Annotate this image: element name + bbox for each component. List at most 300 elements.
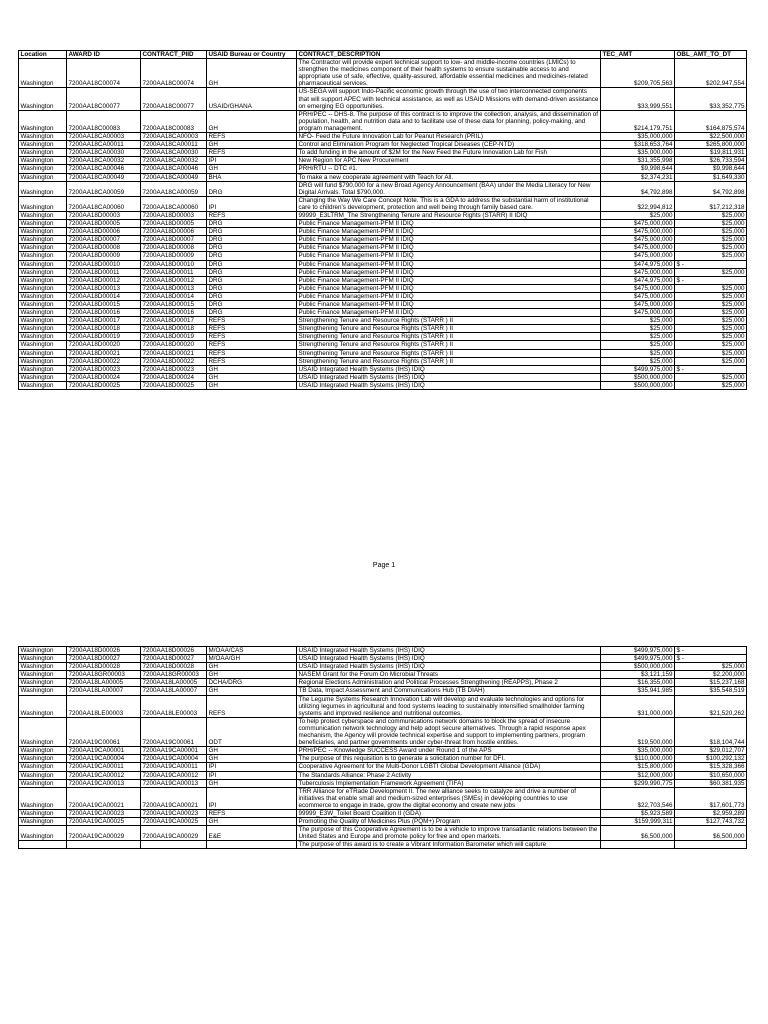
cell-description: DRG will fund $790,000 for a new Broad Agency Announcement (BAA) under the Media Literacy for New Digital Arrivals. Total $790,000. — [297, 181, 601, 196]
cell-award-id: 7200AA18D00027 — [67, 655, 141, 663]
cell-award-id: 7200AA18D00017 — [67, 317, 141, 325]
cell-contract-piid: 7200AA18D00016 — [141, 309, 207, 317]
cell-award-id: 7200AA18CA00011 — [67, 141, 141, 149]
cell-contract-piid: 7200AA19CA00012 — [141, 771, 207, 779]
cell-award-id: 7200AA18CA00060 — [67, 196, 141, 211]
cell-obl-amt: $17,601,773 — [675, 787, 747, 809]
cell-description: US-SEGA will support Indo-Pacific economic growth through the use of two interconnected components that will support APEC with technical assistance, as well as USAID Missions with demand-driven assistance on emerging EG opportunities. — [297, 88, 601, 110]
cell-award-id: 7200AA18LE00003 — [67, 695, 141, 717]
cell-location: Washington — [19, 236, 67, 244]
cell-description: Strengthening Tenure and Resource Rights (STARR ) II — [297, 341, 601, 349]
cell-bureau: GH — [207, 818, 297, 826]
cell-obl-amt: $25,000 — [675, 333, 747, 341]
table-row — [19, 309, 747, 317]
cell-tec-amt: $214,179,751 — [601, 110, 675, 132]
cell-award-id: 7200AA19CA00011 — [67, 763, 141, 771]
cell-bureau: GH — [207, 755, 297, 763]
cell-description: Public Finance Management-PFM II IDIQ — [297, 309, 601, 317]
cell-tec-amt: $15,800,000 — [601, 763, 675, 771]
cell-tec-amt: $159,999,311 — [601, 818, 675, 826]
table-row — [19, 292, 747, 300]
cell-obl-amt: $ - — [675, 365, 747, 373]
cell-award-id: 7200AA18LA00005 — [67, 679, 141, 687]
cell-tec-amt: $33,999,551 — [601, 88, 675, 110]
table-row — [19, 196, 747, 211]
cell-location: Washington — [19, 365, 67, 373]
cell-tec-amt: $16,355,000 — [601, 679, 675, 687]
cell-bureau: REFS — [207, 695, 297, 717]
cell-location: Washington — [19, 671, 67, 679]
cell-description: TRR Alliance for eTRade Development II. The new alliance seeks to catalyze and drive a number of initiatives that enable small and medium-sized enterprises (SMEs) in developing countries to use ecommerce to engage in trade, grow the digital economy and create new jobs — [297, 787, 601, 809]
cell-award-id: 7200AA19CA00021 — [67, 787, 141, 809]
cell-tec-amt: $12,000,000 — [601, 771, 675, 779]
cell-award-id: 7200AA18C00074 — [67, 59, 141, 88]
cell-obl-amt: $25,000 — [675, 381, 747, 389]
cell-location: Washington — [19, 301, 67, 309]
cell-bureau: GH — [207, 381, 297, 389]
cell-location: Washington — [19, 181, 67, 196]
empty-cell — [207, 841, 297, 849]
cell-location: Washington — [19, 110, 67, 132]
cell-contract-piid: 7200AA18D00026 — [141, 647, 207, 655]
cell-obl-amt: $25,000 — [675, 220, 747, 228]
cell-award-id: 7200AA18D00020 — [67, 341, 141, 349]
cell-award-id: 7200AA19CA00029 — [67, 826, 141, 841]
cell-description: The Contractor will provide expert technical support to low- and middle-income countries (LMICs) to strengthen the medicines component of their health systems to ensure sustainable access to and appropriate use of safe, effective, quality-assured, affordable essential medicines and medicines-related pharmaceutical services. — [297, 59, 601, 88]
cell-bureau: E&E — [207, 826, 297, 841]
cell-contract-piid: 7200AA18D00007 — [141, 236, 207, 244]
cell-obl-amt: $25,000 — [675, 236, 747, 244]
cell-contract-piid: 7200AA18GR00003 — [141, 671, 207, 679]
cell-contract-piid: 7200AA18LA00007 — [141, 687, 207, 695]
cell-tec-amt: $31,355,998 — [601, 157, 675, 165]
table-row — [19, 747, 747, 755]
cell-tec-amt: $4,792,898 — [601, 181, 675, 196]
cell-contract-piid: 7200AA18D00012 — [141, 276, 207, 284]
table-row — [19, 88, 747, 110]
cell-bureau: REFS — [207, 325, 297, 333]
cell-obl-amt: $1,649,330 — [675, 173, 747, 181]
cell-award-id: 7200AA19CA00013 — [67, 779, 141, 787]
table-row — [19, 333, 747, 341]
cell-award-id: 7200AA18D00028 — [67, 663, 141, 671]
cell-location: Washington — [19, 381, 67, 389]
cell-location: Washington — [19, 763, 67, 771]
cell-tec-amt: $25,000 — [601, 333, 675, 341]
empty-cell — [67, 841, 141, 849]
contracts-table-page-2 — [18, 646, 747, 849]
cell-obl-amt: $19,811,931 — [675, 149, 747, 157]
page-number-label: Page 1 — [372, 562, 396, 569]
cell-tec-amt: $318,653,764 — [601, 141, 675, 149]
cell-tec-amt: $474,975,000 — [601, 260, 675, 268]
cell-location: Washington — [19, 284, 67, 292]
cell-contract-piid: 7200AA18D00003 — [141, 211, 207, 219]
cell-location: Washington — [19, 260, 67, 268]
cell-bureau: DRG — [207, 292, 297, 300]
cell-tec-amt: $5,923,589 — [601, 809, 675, 817]
cell-bureau: ODT — [207, 717, 297, 746]
cell-location: Washington — [19, 809, 67, 817]
cell-location: Washington — [19, 687, 67, 695]
cell-award-id: 7200AA18CA00003 — [67, 133, 141, 141]
cell-description: PRH/RTU -- DTC #1. — [297, 165, 601, 173]
cell-description: Strengthening Tenure and Resource Rights (STARR ) II — [297, 333, 601, 341]
cell-obl-amt: $6,500,000 — [675, 826, 747, 841]
cell-bureau: GH — [207, 141, 297, 149]
table-row — [19, 779, 747, 787]
table-row — [19, 717, 747, 746]
cell-award-id: 7200AA19CA00023 — [67, 809, 141, 817]
cell-tec-amt: $22,703,546 — [601, 787, 675, 809]
table-row — [19, 809, 747, 817]
cell-location: Washington — [19, 133, 67, 141]
cell-obl-amt: $21,520,262 — [675, 695, 747, 717]
cell-tec-amt: $475,000,000 — [601, 236, 675, 244]
cell-contract-piid: 7200AA18C00083 — [141, 110, 207, 132]
cell-award-id: 7200AA18D00013 — [67, 284, 141, 292]
cell-tec-amt: $3,121,159 — [601, 671, 675, 679]
cell-tec-amt: $499,975,000 — [601, 365, 675, 373]
cell-tec-amt: $110,000,000 — [601, 755, 675, 763]
cell-award-id: 7200AA18D00011 — [67, 268, 141, 276]
cell-bureau: M/OAA/GH — [207, 655, 297, 663]
cell-contract-piid: 7200AA19CA00021 — [141, 787, 207, 809]
cell-description: USAID Integrated Health Systems (IHS) IDIQ — [297, 373, 601, 381]
cell-description: To make a new cooperate agreement with Teach for All. — [297, 173, 601, 181]
cell-obl-amt: $4,792,898 — [675, 181, 747, 196]
cell-location: Washington — [19, 755, 67, 763]
cell-tec-amt: $475,000,000 — [601, 292, 675, 300]
cell-award-id: 7200AA18D00025 — [67, 381, 141, 389]
cell-bureau: BHA — [207, 173, 297, 181]
header-tec-amt: TEC_AMT — [601, 51, 675, 59]
cell-contract-piid: 7200AA18CA00060 — [141, 196, 207, 211]
cell-obl-amt: $202,947,554 — [675, 59, 747, 88]
cell-bureau: DRG — [207, 228, 297, 236]
cell-obl-amt: $ - — [675, 655, 747, 663]
cell-contract-piid: 7200AA18D00027 — [141, 655, 207, 663]
cell-bureau: REFS — [207, 349, 297, 357]
cell-contract-piid: 7200AA18D00005 — [141, 220, 207, 228]
table-row — [19, 236, 747, 244]
cell-contract-piid: 7200AA18D00015 — [141, 301, 207, 309]
cell-award-id: 7200AA18D00009 — [67, 252, 141, 260]
cell-contract-piid: 7200AA18D00014 — [141, 292, 207, 300]
table-row — [19, 301, 747, 309]
cell-bureau: GH — [207, 373, 297, 381]
cell-description: To help protect cyberspace and communications network domains to block the spread of insecure communication network technology and help adopt secure alternatives. Through a rapid response apex mechanism, the Agency will provide technical expertise and support to implementing partners, program beneficiaries, and partner governments under cyber-threat from hostile entities. — [297, 717, 601, 746]
cell-bureau: DRG — [207, 244, 297, 252]
cell-tec-amt: $25,000 — [601, 341, 675, 349]
cell-obl-amt: $15,328,366 — [675, 763, 747, 771]
table-row — [19, 165, 747, 173]
cell-location: Washington — [19, 349, 67, 357]
cell-description: Control and Elimination Program for Neglected Tropical Diseases (CEP-NTD) — [297, 141, 601, 149]
contracts-table-page-1 — [18, 50, 747, 390]
cell-contract-piid: 7200AA19CA00013 — [141, 779, 207, 787]
table-row — [19, 663, 747, 671]
cell-bureau: DRG — [207, 301, 297, 309]
cell-obl-amt: $100,292,132 — [675, 755, 747, 763]
cell-bureau: REFS — [207, 317, 297, 325]
cell-tec-amt: $19,500,000 — [601, 717, 675, 746]
cell-bureau: GH — [207, 779, 297, 787]
cell-location: Washington — [19, 747, 67, 755]
cell-location: Washington — [19, 309, 67, 317]
table-row — [19, 647, 747, 655]
cell-obl-amt: $9,998,644 — [675, 165, 747, 173]
cell-obl-amt: $18,104,744 — [675, 717, 747, 746]
cell-contract-piid: 7200AA18CA00032 — [141, 157, 207, 165]
cell-award-id: 7200AA18D00010 — [67, 260, 141, 268]
cell-bureau: REFS — [207, 149, 297, 157]
table-row-partial — [19, 841, 747, 849]
cell-contract-piid: 7200AA18D00024 — [141, 373, 207, 381]
cell-location: Washington — [19, 679, 67, 687]
cell-contract-piid: 7200AA18D00006 — [141, 228, 207, 236]
cell-bureau: DRG — [207, 276, 297, 284]
cell-contract-piid: 7200AA18D00018 — [141, 325, 207, 333]
cell-description: NASEM Grant for the Forum On Microbial Threats — [297, 671, 601, 679]
cell-location: Washington — [19, 717, 67, 746]
cell-award-id: 7200AA18CA00059 — [67, 181, 141, 196]
cell-description: Public Finance Management-PFM II IDIQ — [297, 220, 601, 228]
cell-location: Washington — [19, 228, 67, 236]
cell-location: Washington — [19, 333, 67, 341]
cell-bureau: REFS — [207, 333, 297, 341]
table-row — [19, 252, 747, 260]
table-row — [19, 149, 747, 157]
cell-contract-piid: 7200AA18D00010 — [141, 260, 207, 268]
cell-bureau: DRG — [207, 220, 297, 228]
cell-obl-amt: $25,000 — [675, 301, 747, 309]
cell-location: Washington — [19, 787, 67, 809]
cell-obl-amt: $25,000 — [675, 309, 747, 317]
cell-bureau: GH — [207, 663, 297, 671]
table-row — [19, 220, 747, 228]
cell-location: Washington — [19, 341, 67, 349]
cell-location: Washington — [19, 141, 67, 149]
cell-contract-piid: 7200AA18CA00030 — [141, 149, 207, 157]
cell-tec-amt: $35,000,000 — [601, 133, 675, 141]
cell-award-id: 7200AA19C00061 — [67, 717, 141, 746]
cell-obl-amt: $265,800,000 — [675, 141, 747, 149]
cell-bureau: IPI — [207, 196, 297, 211]
cell-tec-amt: $475,000,000 — [601, 228, 675, 236]
cell-bureau: GH — [207, 165, 297, 173]
cell-obl-amt: $25,000 — [675, 663, 747, 671]
cell-location: Washington — [19, 373, 67, 381]
cell-description: The purpose of this award is to create a Vibrant Information Barometer which will capture — [297, 841, 601, 849]
table-row — [19, 317, 747, 325]
cell-award-id: 7200AA18D00019 — [67, 333, 141, 341]
cell-award-id: 7200AA19CA00012 — [67, 771, 141, 779]
cell-award-id: 7200AA18D00016 — [67, 309, 141, 317]
cell-location: Washington — [19, 268, 67, 276]
cell-description: PRH/PEC -- DHS-8. The purpose of this contract is to improve the collection, analysis, and dissemination of population, health, and nutrition data and to facilitate use of these data for planning, policy-making, and program management. — [297, 110, 601, 132]
table-row — [19, 381, 747, 389]
cell-description: New Region for APC New Procurement — [297, 157, 601, 165]
table-row — [19, 818, 747, 826]
cell-description: Public Finance Management-PFM II IDIQ — [297, 244, 601, 252]
cell-obl-amt: $29,012,707 — [675, 747, 747, 755]
cell-obl-amt: $17,212,318 — [675, 196, 747, 211]
cell-location: Washington — [19, 325, 67, 333]
cell-description: 99999_E3LTRM_The Strengthening Tenure and Resource Rights (STARR) II IDIQ — [297, 211, 601, 219]
cell-contract-piid: 7200AA18CA00049 — [141, 173, 207, 181]
cell-location: Washington — [19, 663, 67, 671]
cell-contract-piid: 7200AA18LE00003 — [141, 695, 207, 717]
cell-location: Washington — [19, 165, 67, 173]
cell-obl-amt: $25,000 — [675, 341, 747, 349]
cell-location: Washington — [19, 220, 67, 228]
cell-description: The purpose of this Cooperative Agreement is to be a vehicle to improve transatlantic relations between the United States and Europe and promote policy for free and open markets. — [297, 826, 601, 841]
cell-bureau: REFS — [207, 357, 297, 365]
cell-bureau: M/OAA/CAS — [207, 647, 297, 655]
table-row — [19, 755, 747, 763]
table-row — [19, 826, 747, 841]
cell-description: Public Finance Management-PFM II IDIQ — [297, 228, 601, 236]
cell-obl-amt: $35,548,519 — [675, 687, 747, 695]
cell-tec-amt: $9,998,644 — [601, 165, 675, 173]
table-row — [19, 349, 747, 357]
cell-award-id: 7200AA18D00007 — [67, 236, 141, 244]
cell-obl-amt: $25,000 — [675, 292, 747, 300]
cell-contract-piid: 7200AA18D00019 — [141, 333, 207, 341]
cell-obl-amt: $25,000 — [675, 325, 747, 333]
table-row — [19, 284, 747, 292]
cell-description: USAID Integrated Health Systems (IHS) IDIQ — [297, 663, 601, 671]
cell-contract-piid: 7200AA18D00009 — [141, 252, 207, 260]
cell-description: Public Finance Management-PFM II IDIQ — [297, 276, 601, 284]
cell-bureau: GH — [207, 671, 297, 679]
header-obl-amt: OBL_AMT_TO_DT — [675, 51, 747, 59]
cell-award-id: 7200AA18C00083 — [67, 110, 141, 132]
table-row — [19, 771, 747, 779]
cell-obl-amt: $10,650,000 — [675, 771, 747, 779]
cell-contract-piid: 7200AA19CA00023 — [141, 809, 207, 817]
cell-description: Public Finance Management-PFM II IDIQ — [297, 236, 601, 244]
cell-tec-amt: $499,975,000 — [601, 647, 675, 655]
cell-award-id: 7200AA18LA00007 — [67, 687, 141, 695]
table-row — [19, 228, 747, 236]
spreadsheet-page-1 — [18, 50, 746, 390]
cell-award-id: 7200AA18D00014 — [67, 292, 141, 300]
cell-description: Public Finance Management-PFM II IDIQ — [297, 252, 601, 260]
cell-location: Washington — [19, 252, 67, 260]
cell-bureau: GH — [207, 59, 297, 88]
table-row — [19, 325, 747, 333]
cell-award-id: 7200AA18D00018 — [67, 325, 141, 333]
table-row — [19, 133, 747, 141]
table-row — [19, 276, 747, 284]
cell-description: Public Finance Management-PFM II IDIQ — [297, 260, 601, 268]
cell-description: Cooperative Agreement for the Multi-Donor LGBTI Global Development Alliance (GDA) — [297, 763, 601, 771]
cell-bureau: IPI — [207, 787, 297, 809]
cell-obl-amt: $ - — [675, 647, 747, 655]
cell-bureau: DRG — [207, 309, 297, 317]
cell-obl-amt: $ - — [675, 260, 747, 268]
header-award-id: AWARD ID — [67, 51, 141, 59]
cell-bureau: DRG — [207, 252, 297, 260]
cell-tec-amt: $2,374,231 — [601, 173, 675, 181]
cell-tec-amt: $6,500,000 — [601, 826, 675, 841]
cell-contract-piid: 7200AA19CA00029 — [141, 826, 207, 841]
table-row — [19, 244, 747, 252]
cell-award-id: 7200AA18D00021 — [67, 349, 141, 357]
header-contract-piid: CONTRACT_PIID — [141, 51, 207, 59]
table-row — [19, 373, 747, 381]
cell-obl-amt: $25,000 — [675, 211, 747, 219]
cell-contract-piid: 7200AA18CA00003 — [141, 133, 207, 141]
cell-obl-amt: $2,959,289 — [675, 809, 747, 817]
cell-contract-piid: 7200AA19CA00001 — [141, 747, 207, 755]
cell-tec-amt: $475,000,000 — [601, 268, 675, 276]
table-row — [19, 268, 747, 276]
cell-contract-piid: 7200AA18C00074 — [141, 59, 207, 88]
cell-tec-amt: $31,000,000 — [601, 695, 675, 717]
cell-award-id: 7200AA18D00024 — [67, 373, 141, 381]
cell-contract-piid: 7200AA19CA00004 — [141, 755, 207, 763]
cell-description: The purpose of this requisition is to generate a solicitation number for DFI. — [297, 755, 601, 763]
cell-bureau: IPI — [207, 157, 297, 165]
cell-bureau: REFS — [207, 809, 297, 817]
cell-description: USAID Integrated Health Systems (IHS) IDIQ — [297, 381, 601, 389]
table-row — [19, 173, 747, 181]
cell-description: PRH/PEC -- Knowledge SUCCESS Award under Round 1 of the APS — [297, 747, 601, 755]
cell-contract-piid: 7200AA18C00077 — [141, 88, 207, 110]
cell-tec-amt: $209,705,563 — [601, 59, 675, 88]
cell-tec-amt: $35,000,000 — [601, 149, 675, 157]
table-row — [19, 687, 747, 695]
empty-cell — [675, 841, 747, 849]
cell-award-id: 7200AA18CA00049 — [67, 173, 141, 181]
cell-bureau: DRG — [207, 260, 297, 268]
cell-description: Changing the Way We Care Concept Note. This is a GDA to address the substantial harm of institutional care to children's development, protection and well being through family based care. — [297, 196, 601, 211]
cell-tec-amt: $475,000,000 — [601, 244, 675, 252]
cell-description: USAID Integrated Health Systems (IHS) IDIQ — [297, 365, 601, 373]
cell-contract-piid: 7200AA18CA00059 — [141, 181, 207, 196]
cell-description: USAID Integrated Health Systems (IHS) IDIQ — [297, 647, 601, 655]
cell-description: The Legume Systems Research Innovation Lab will develop and evaluate technologies and options for utilizing legumes in agricultural and food systems leading to sustainably intensified smallholder farming systems and improved resilience and nutritional outcomes. — [297, 695, 601, 717]
cell-bureau: DRG — [207, 236, 297, 244]
cell-obl-amt: $26,733,594 — [675, 157, 747, 165]
cell-description: Regional Elections Administration and Political Processes Strengthening (REAPPS), Phase 2 — [297, 679, 601, 687]
cell-award-id: 7200AA18D00026 — [67, 647, 141, 655]
cell-award-id: 7200AA18D00008 — [67, 244, 141, 252]
cell-tec-amt: $475,000,000 — [601, 252, 675, 260]
cell-bureau: REFS — [207, 211, 297, 219]
cell-description: Strengthening Tenure and Resource Rights (STARR ) II — [297, 325, 601, 333]
table-row — [19, 141, 747, 149]
cell-tec-amt: $22,994,812 — [601, 196, 675, 211]
cell-location: Washington — [19, 88, 67, 110]
cell-obl-amt: $25,000 — [675, 228, 747, 236]
empty-cell — [141, 841, 207, 849]
header-location: Location — [19, 51, 67, 59]
cell-bureau: GH — [207, 365, 297, 373]
cell-obl-amt: $25,000 — [675, 357, 747, 365]
cell-contract-piid: 7200AA18CA00046 — [141, 165, 207, 173]
cell-bureau: GH — [207, 110, 297, 132]
cell-award-id: 7200AA18GR00003 — [67, 671, 141, 679]
cell-location: Washington — [19, 59, 67, 88]
cell-contract-piid: 7200AA18D00028 — [141, 663, 207, 671]
cell-location: Washington — [19, 826, 67, 841]
cell-award-id: 7200AA18D00006 — [67, 228, 141, 236]
cell-obl-amt: $33,352,775 — [675, 88, 747, 110]
